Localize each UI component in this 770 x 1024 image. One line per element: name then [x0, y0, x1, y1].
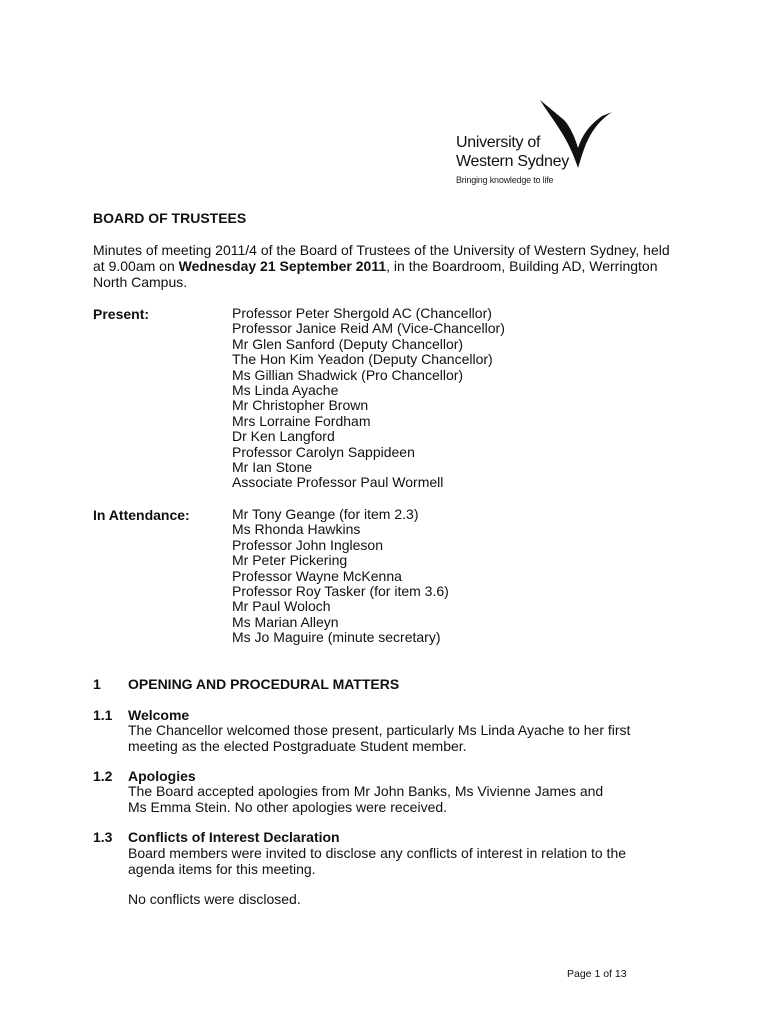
attendance-label: In Attendance: [93, 507, 190, 523]
item-heading: Welcome [128, 707, 190, 723]
intro-date: Wednesday 21 September 2011 [178, 258, 387, 274]
attendance-person: Professor Wayne McKenna [232, 567, 402, 584]
present-person: Mr Glen Sanford (Deputy Chancellor) [232, 335, 464, 352]
page-number: Page 1 of 13 [567, 968, 627, 980]
item-heading: Apologies [128, 768, 196, 784]
present-person: Ms Gillian Shadwick (Pro Chancellor) [232, 366, 464, 383]
attendance-person: Ms Jo Maguire (minute secretary) [232, 629, 441, 646]
attendance-person: Professor John Ingleson [232, 536, 383, 553]
present-person: Dr Ken Langford [232, 428, 335, 445]
item-body: Board members were invited to disclose any conflicts of interest in relation to the agenda items for this meeting. [128, 845, 627, 877]
attendance-list [232, 507, 449, 646]
document-title: BOARD OF TRUSTEES [93, 210, 247, 226]
attendance-person: Ms Marian Alleyn [232, 613, 339, 630]
present-label: Present: [93, 306, 150, 322]
present-person: The Hon Kim Yeadon (Deputy Chancellor) [232, 351, 493, 368]
attendance-person: Mr Tony Geange (for item 2.3) [232, 506, 419, 522]
item-number: 1.2 [93, 768, 113, 784]
intro-text-part1: Minutes of meeting 2011/4 of the Board of Trustees of the University of Western Sydney, held at 9.00am on [93, 242, 670, 274]
university-logo [454, 98, 624, 190]
attendance-person: Professor Roy Tasker (for item 3.6) [232, 583, 449, 600]
intro-paragraph [93, 242, 673, 290]
logo-text-line1: University of [456, 134, 541, 151]
intro-text-part2: , in the Boardroom, Building AD, Werrington North Campus. [93, 258, 658, 290]
attendance-person: Mr Peter Pickering [232, 552, 348, 569]
item-body-line: Ms Emma Stein. No other apologies were received. [128, 799, 448, 815]
present-person: Professor Janice Reid AM (Vice-Chancellor) [232, 320, 505, 337]
section-heading: OPENING AND PROCEDURAL MATTERS [128, 676, 400, 692]
item-body [128, 783, 658, 815]
item-body-extra: No conflicts were disclosed. [128, 891, 301, 907]
present-person: Ms Linda Ayache [232, 382, 339, 399]
present-person: Mrs Lorraine Fordham [232, 412, 371, 429]
present-person: Associate Professor Paul Wormell [232, 474, 444, 491]
attendance-person: Ms Rhonda Hawkins [232, 521, 361, 538]
attendance-person: Mr Paul Woloch [232, 598, 331, 615]
item-number: 1.1 [93, 707, 113, 723]
logo-text-line2: Western Sydney [456, 153, 569, 170]
logo-tagline: Bringing knowledge to life [456, 175, 554, 185]
present-person: Mr Ian Stone [232, 459, 313, 476]
item-body: The Chancellor welcomed those present, particularly Ms Linda Ayache to her first meeting as the elected Postgraduate Student member. [128, 722, 631, 754]
item-number: 1.3 [93, 829, 113, 845]
present-person: Mr Christopher Brown [232, 397, 369, 414]
present-person: Professor Carolyn Sappideen [232, 443, 415, 460]
item-heading: Conflicts of Interest Declaration [128, 829, 340, 845]
present-person: Professor Peter Shergold AC (Chancellor) [232, 305, 492, 321]
present-list [232, 306, 505, 491]
item-body-line: The Board accepted apologies from Mr John Banks, Ms Vivienne James and [128, 783, 604, 799]
section-number: 1 [93, 676, 101, 692]
